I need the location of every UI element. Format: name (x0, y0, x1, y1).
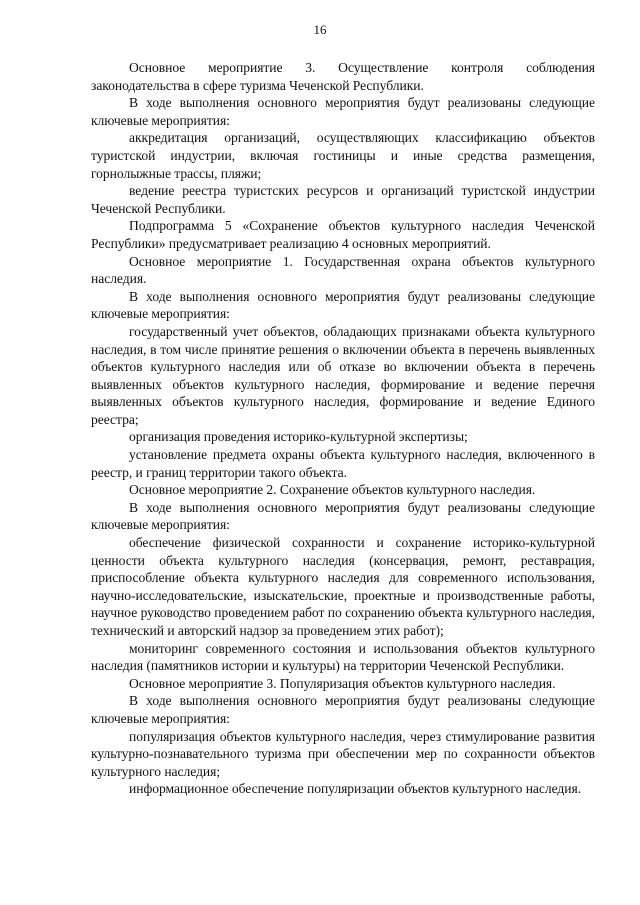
paragraph-main-activity-3-tourism-control: Основное мероприятие 3. Осуществление контроля соблюдения законодательства в сфере туризма Чеченской Республики. (91, 60, 595, 93)
paragraph-tourism-registry: ведение реестра туристских ресурсов и организаций туристской индустрии Чеченской Республики. (91, 183, 595, 216)
paragraph-monitoring: мониторинг современного состояния и использования объектов культурного наследия (памятников истории и культуры) на территории Чеченской Республики. (91, 640, 595, 674)
paragraph-accreditation: аккредитация организаций, осуществляющих классификацию объектов туристской индустрии, включая гостиницы и иные средства размещения, горнолыжные трассы, пляжи; (91, 130, 595, 181)
paragraph-state-registration: государственный учет объектов, обладающих признаками объекта культурного наследия, в том числе принятие решения о включении объекта в перечень выявленных объектов культурного наследия или об отказе во включении объекта в перечень выявленных объектов культурного наследия, формирование и ведение перечня выявленных объектов культурного наследия, формирование и ведение Единого реестра; (91, 323, 595, 427)
paragraph-subprogram-5: Подпрограмма 5 «Сохранение объектов культурного наследия Чеченской Республики» предусматривает реализацию 4 основных мероприятий. (91, 218, 595, 251)
paragraph-protection-subject: установление предмета охраны объекта культурного наследия, включенного в реестр, и границ территории такого объекта. (91, 447, 595, 480)
paragraph-key-activities-intro: В ходе выполнения основного мероприятия будут реализованы следующие ключевые мероприятия: (91, 288, 595, 322)
paragraph-key-activities-intro: В ходе выполнения основного мероприятия будут реализованы следующие ключевые мероприятия: (91, 499, 595, 533)
document-body (91, 59, 595, 798)
paragraph-physical-preservation: обеспечение физической сохранности и сохранение историко-культурной ценности объекта культурного наследия (консервация, ремонт, реставрация, приспособление объекта культурного наследия для современного использования, научно-исследовательские, изыскательские, проектные и производственные работы, научное руководство проведением работ по сохранению объекта культурного наследия, технический и авторский надзор за проведением этих работ); (91, 535, 595, 638)
paragraph-popularization: популяризация объектов культурного наследия, через стимулирование развития культурно-познавательного туризма при обеспечении мер по сохранности объектов культурного наследия; (91, 728, 595, 779)
paragraph-key-activities-intro: В ходе выполнения основного мероприятия будут реализованы следующие ключевые мероприятия: (91, 95, 595, 128)
paragraph-main-activity-3-popularization: Основное мероприятие 3. Популяризация объектов культурного наследия. (129, 675, 556, 691)
paragraph-expertise: организация проведения историко-культурной экспертизы; (129, 429, 468, 445)
page-number: 16 (313, 22, 327, 37)
paragraph-main-activity-2-preservation: Основное мероприятие 2. Сохранение объектов культурного наследия. (129, 482, 536, 498)
paragraph-main-activity-1-protection: Основное мероприятие 1. Государственная охрана объектов культурного наследия. (91, 253, 595, 287)
paragraph-key-activities-intro: В ходе выполнения основного мероприятия будут реализованы следующие ключевые мероприятия: (91, 693, 595, 726)
paragraph-information-support: информационное обеспечение популяризации объектов культурного наследия. (129, 781, 582, 797)
